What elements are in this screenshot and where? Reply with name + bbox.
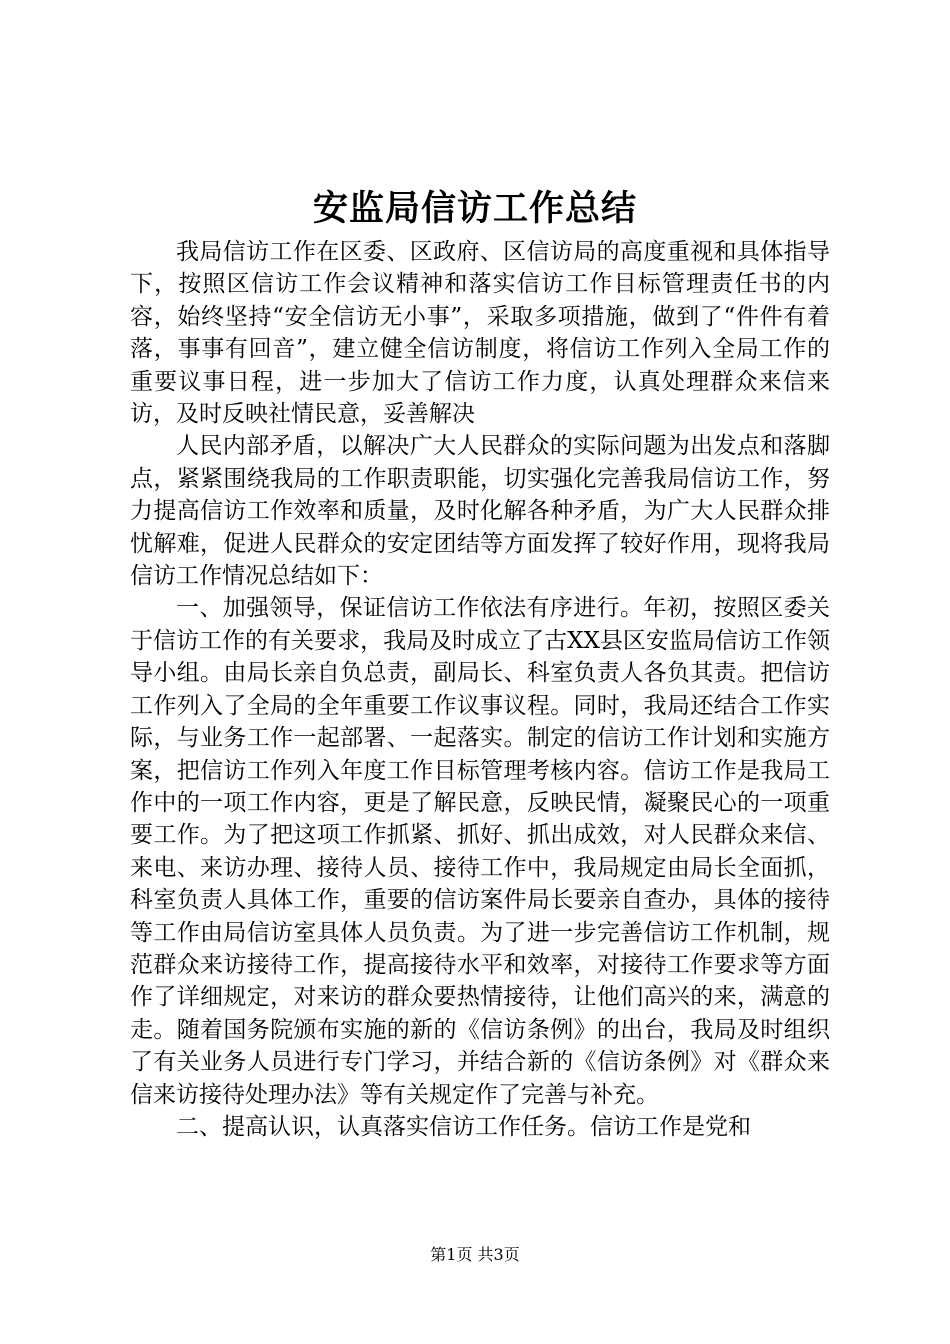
document-title: 安监局信访工作总结 bbox=[312, 188, 637, 229]
document-body bbox=[130, 236, 830, 1143]
body-paragraph: 一、加强领导，保证信访工作依法有序进行。年初，按照区委关于信访工作的有关要求，我局及时成立了古XX县区安监局信访工作领导小组。由局长亲自负总责，副局长、科室负责人各负其责。把信访工作列入了全局的全年重要工作议事议程。同时，我局还结合工作实际，与业务工作一起部署、一起落实。制定的信访工作计划和实施方案，把信访工作列入年度工作目标管理考核内容。信访工作是我局工作中的一项工作内容，更是了解民意，反映民情，凝聚民心的一项重要工作。为了把这项工作抓紧、抓好、抓出成效，对人民群众来信、来电、来访办理、接待人员、接待工作中，我局规定由局长全面抓，科室负责人具体工作，重要的信访案件局长要亲自查办，具体的接待等工作由局信访室具体人员负责。为了进一步完善信访工作机制，规范群众来访接待工作，提高接待水平和效率，对接待工作要求等方面作了详细规定，对来访的群众要热情接待，让他们高兴的来，满意的走。随着国务院颁布实施的新的《信访条例》的出台，我局及时组织了有关业务人员进行专门学习，并结合新的《信访条例》对《群众来信来访接待处理办法》等有关规定作了完善与补充。 bbox=[130, 595, 830, 1108]
body-paragraph: 我局信访工作在区委、区政府、区信访局的高度重视和具体指导下，按照区信访工作会议精神和落实信访工作目标管理责任书的内容，始终坚持“安全信访无小事”，采取多项措施，做到了“件件有着落，事事有回音”，建立健全信访制度，将信访工作列入全局工作的重要议事日程，进一步加大了信访工作力度，认真处理群众来信来访，及时反映社情民意，妥善解决 bbox=[130, 239, 830, 428]
body-paragraph: 二、提高认识，认真落实信访工作任务。信访工作是党和 bbox=[176, 1113, 751, 1140]
body-paragraph: 人民内部矛盾，以解决广大人民群众的实际问题为出发点和落脚点，紧紧围绕我局的工作职责职能，切实强化完善我局信访工作，努力提高信访工作效率和质量，及时化解各种矛盾，为广大人民群众排忧解难，促进人民群众的安定团结等方面发挥了较好作用，现将我局信访工作情况总结如下： bbox=[130, 433, 830, 590]
page-footer: 第1页 共3页 bbox=[430, 1245, 520, 1264]
